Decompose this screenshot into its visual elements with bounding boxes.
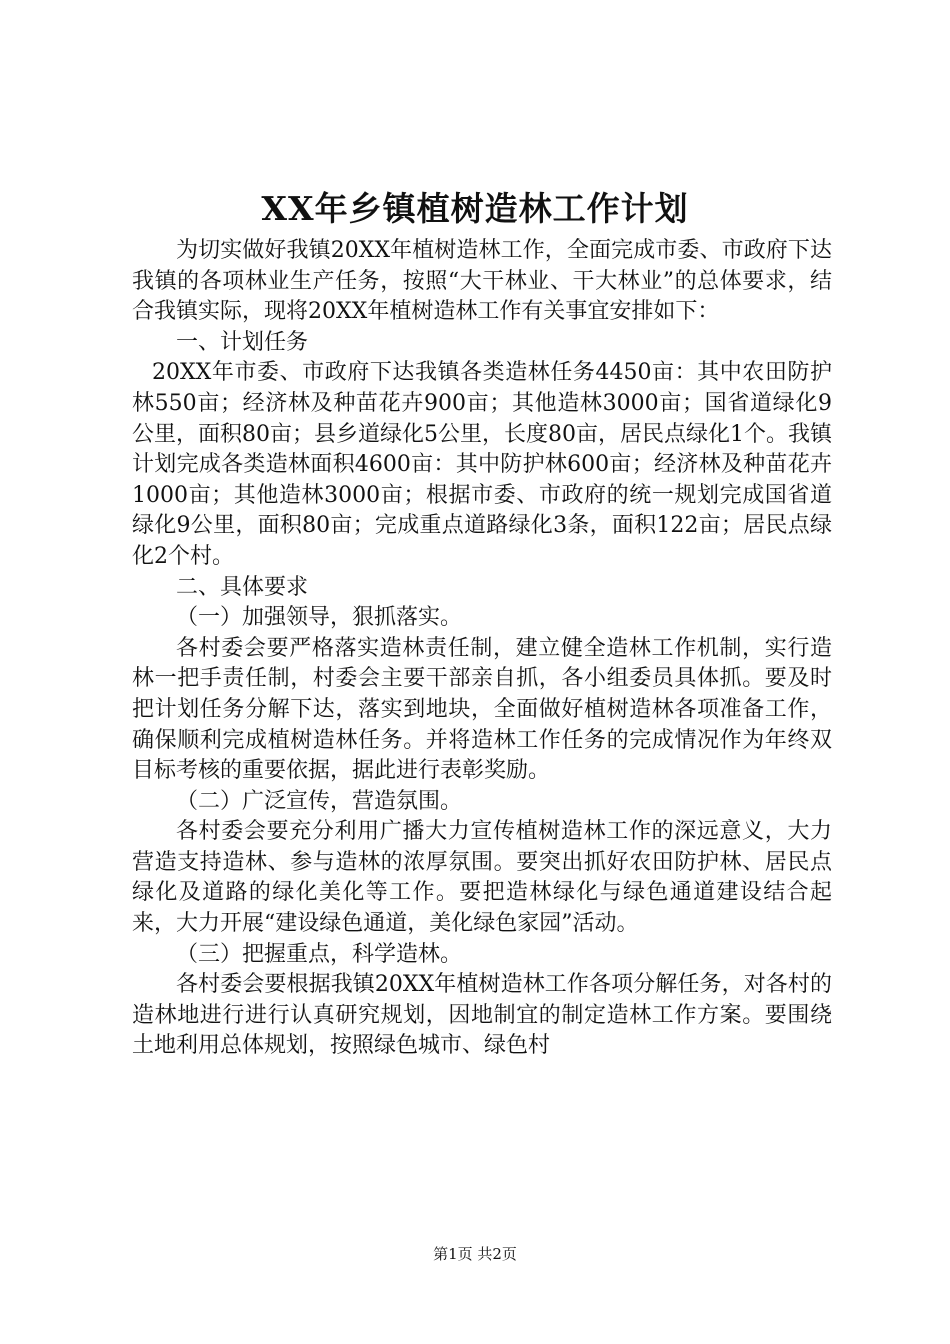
subsection-heading-leadership: （一）加强领导，狠抓落实。 (176, 605, 463, 631)
plan-tasks-paragraph: 20XX年市委、市政府下达我镇各类造林任务4450亩：其中农田防护林550亩；经济林及种苗花卉900亩；其他造林3000亩；国省道绿化9公里，面积80亩；县乡道绿化5公里，长度80亩，居民点绿化1个。我镇计划完成各类造林面积4600亩：其中防护林600亩；经济林及种苗花卉1000亩；其他造林3000亩；根据市委、市政府的统一规划完成国省道绿化9公里，面积80亩；完成重点道路绿化3条，面积122亩；居民点绿化2个村。 (132, 360, 832, 569)
document-body (132, 236, 832, 1062)
page-title: XX年乡镇植树造林工作计划 (261, 189, 689, 228)
intro-paragraph: 为切实做好我镇20XX年植树造林工作，全面完成市委、市政府下达我镇的各项林业生产任务，按照“大干林业、干大林业”的总体要求，结合我镇实际，现将20XX年植树造林工作有关事宜安排如下： (132, 238, 832, 325)
subsection-heading-publicity: （二）广泛宣传，营造氛围。 (176, 788, 463, 814)
section-heading-requirements: 二、具体要求 (176, 574, 309, 600)
section-heading-plan-tasks: 一、计划任务 (176, 329, 309, 355)
leadership-paragraph: 各村委会要严格落实造林责任制，建立健全造林工作机制，实行造林一把手责任制，村委会主要干部亲自抓，各小组委员具体抓。要及时把计划任务分解下达，落实到地块，全面做好植树造林各项准备工作，确保顺利完成植树造林任务。并将造林工作任务的完成情况作为年终双目标考核的重要依据，据此进行表彰奖励。 (132, 635, 832, 784)
subsection-heading-priorities: （三）把握重点，科学造林。 (176, 941, 463, 967)
priorities-paragraph: 各村委会要根据我镇20XX年植树造林工作各项分解任务，对各村的造林地进行进行认真研究规划，因地制宜的制定造林工作方案。要围绕土地利用总体规划，按照绿色城市、绿色村 (132, 972, 832, 1059)
page-footer: 第1页 共2页 (433, 1245, 517, 1263)
publicity-paragraph: 各村委会要充分利用广播大力宣传植树造林工作的深远意义，大力营造支持造林、参与造林的浓厚氛围。要突出抓好农田防护林、居民点绿化及道路的绿化美化等工作。要把造林绿化与绿色通道建设结合起来，大力开展“建设绿色通道，美化绿色家园”活动。 (132, 819, 832, 937)
